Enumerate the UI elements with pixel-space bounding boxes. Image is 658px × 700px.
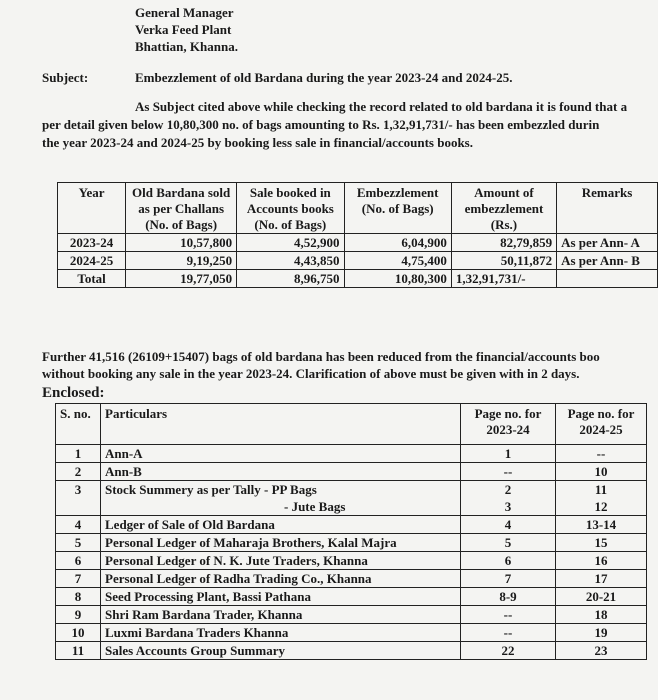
cell-page-2023-24: 4 [461,516,556,534]
cell-year: 2023-24 [58,234,126,252]
cell-page-2024-25: 15 [556,534,647,552]
cell-remarks [557,270,658,288]
cell-page-2023-24: 1 [461,445,556,463]
cell-page-2024-25: 13-14 [556,516,647,534]
enclosed-label: Enclosed: [42,385,105,401]
table-row [56,463,647,481]
cell-particulars: Personal Ledger of Maharaja Brothers, Kalal Majra [101,534,461,552]
table-row [58,234,658,252]
cell-particulars: Ledger of Sale of Old Bardana [101,516,461,534]
cell-page-2024-25: 17 [556,570,647,588]
paragraph-1-line-3: the year 2023-24 and 2024-25 by booking less sale in financial/accounts books. [42,135,473,150]
cell-amount: 50,11,872 [451,252,556,270]
paragraph-1-line-1: As Subject cited above while checking the record related to old bardana it is found that a [135,99,628,114]
address-line-1: General Manager [135,5,234,20]
cell-sno: 11 [56,642,101,660]
cell-year: 2024-25 [58,252,126,270]
cell-page-2023-24: 8-9 [461,588,556,606]
cell-page-2023-24: 22 [461,642,556,660]
cell-page-2024-25: 11 [556,481,647,499]
cell-embezzlement: 6,04,900 [344,234,451,252]
col-page-2024-25: Page no. for 2024-25 [556,404,647,445]
cell-page-2024-25: 12 [556,498,647,516]
cell-page-2024-25: 23 [556,642,647,660]
cell-sno [56,498,101,516]
table-row [56,624,647,642]
cell-sno: 1 [56,445,101,463]
cell-sale-booked: 8,96,750 [237,270,344,288]
cell-amount: 82,79,859 [451,234,556,252]
cell-sno: 8 [56,588,101,606]
body-paragraph-1 [42,98,658,152]
cell-sno: 4 [56,516,101,534]
cell-page-2023-24: -- [461,606,556,624]
col-old-bardana: Old Bardana sold as per Challans (No. of Bags) [126,183,237,234]
table-row [56,570,647,588]
cell-old-bardana: 10,57,800 [126,234,237,252]
enclosures-table [55,403,647,660]
subject-text: Embezzlement of old Bardana during the year 2023-24 and 2024-25. [135,70,513,85]
cell-particulars: - Jute Bags [101,498,461,516]
cell-sno: 6 [56,552,101,570]
col-particulars: Particulars [101,404,461,445]
cell-remarks: As per Ann- A [557,234,658,252]
cell-particulars: Sales Accounts Group Summary [101,642,461,660]
paragraph-2-line-2: without booking any sale in the year 2023-24. Clarification of above must be given with in 2 days. [42,366,580,381]
cell-embezzlement: 4,75,400 [344,252,451,270]
subject-label: Subject: [42,70,89,85]
cell-sale-booked: 4,43,850 [237,252,344,270]
table-row-total [58,270,658,288]
table-row [56,481,647,499]
cell-old-bardana: 19,77,050 [126,270,237,288]
paragraph-2-line-1: Further 41,516 (26109+15407) bags of old bardana has been reduced from the financial/accounts boo [42,349,600,364]
col-sale-booked: Sale booked in Accounts books (No. of Bags) [237,183,344,234]
paragraph-1-line-2: per detail given below 10,80,300 no. of bags amounting to Rs. 1,32,91,731/- has been embezzled durin [42,117,600,132]
table-row [56,606,647,624]
embezzlement-table [57,182,658,288]
cell-particulars: Luxmi Bardana Traders Khanna [101,624,461,642]
body-paragraph-2 [42,348,658,382]
cell-sno: 7 [56,570,101,588]
cell-particulars: Personal Ledger of Radha Trading Co., Khanna [101,570,461,588]
col-year: Year [58,183,126,234]
recipient-address [135,4,238,55]
table-row [56,516,647,534]
cell-page-2023-24: 2 [461,481,556,499]
table-row [56,552,647,570]
cell-sno: 3 [56,481,101,499]
cell-particulars: Seed Processing Plant, Bassi Pathana [101,588,461,606]
cell-year: Total [58,270,126,288]
table-row [56,498,647,516]
cell-page-2023-24: 3 [461,498,556,516]
col-embezzlement: Embezzlement (No. of Bags) [344,183,451,234]
cell-page-2023-24: -- [461,624,556,642]
col-sno: S. no. [56,404,101,445]
cell-page-2023-24: -- [461,463,556,481]
cell-page-2024-25: 16 [556,552,647,570]
col-page-2023-24: Page no. for 2023-24 [461,404,556,445]
address-line-2: Verka Feed Plant [135,22,232,37]
table-row [56,642,647,660]
cell-sno: 2 [56,463,101,481]
cell-remarks: As per Ann- B [557,252,658,270]
subject-line [42,70,512,86]
cell-sno: 10 [56,624,101,642]
cell-sno: 5 [56,534,101,552]
cell-particulars: Ann-B [101,463,461,481]
cell-page-2024-25: 19 [556,624,647,642]
cell-embezzlement: 10,80,300 [344,270,451,288]
cell-page-2024-25: 18 [556,606,647,624]
cell-page-2024-25: 10 [556,463,647,481]
cell-page-2023-24: 5 [461,534,556,552]
cell-sno: 9 [56,606,101,624]
cell-page-2024-25: 20-21 [556,588,647,606]
table-row [56,445,647,463]
cell-page-2023-24: 6 [461,552,556,570]
cell-particulars: Stock Summery as per Tally - PP Bags [101,481,461,499]
address-line-3: Bhattian, Khanna. [135,39,238,54]
table-row [56,588,647,606]
enclosures-table-header [56,404,647,445]
cell-amount: 1,32,91,731/- [451,270,556,288]
table-row [58,252,658,270]
cell-sale-booked: 4,52,900 [237,234,344,252]
table-row [56,534,647,552]
cell-page-2023-24: 7 [461,570,556,588]
cell-particulars: Personal Ledger of N. K. Jute Traders, Khanna [101,552,461,570]
cell-particulars: Ann-A [101,445,461,463]
col-amount: Amount of embezzlement (Rs.) [451,183,556,234]
cell-page-2024-25: -- [556,445,647,463]
cell-particulars: Shri Ram Bardana Trader, Khanna [101,606,461,624]
embezzlement-table-header [58,183,658,234]
col-remarks: Remarks [557,183,658,234]
cell-old-bardana: 9,19,250 [126,252,237,270]
